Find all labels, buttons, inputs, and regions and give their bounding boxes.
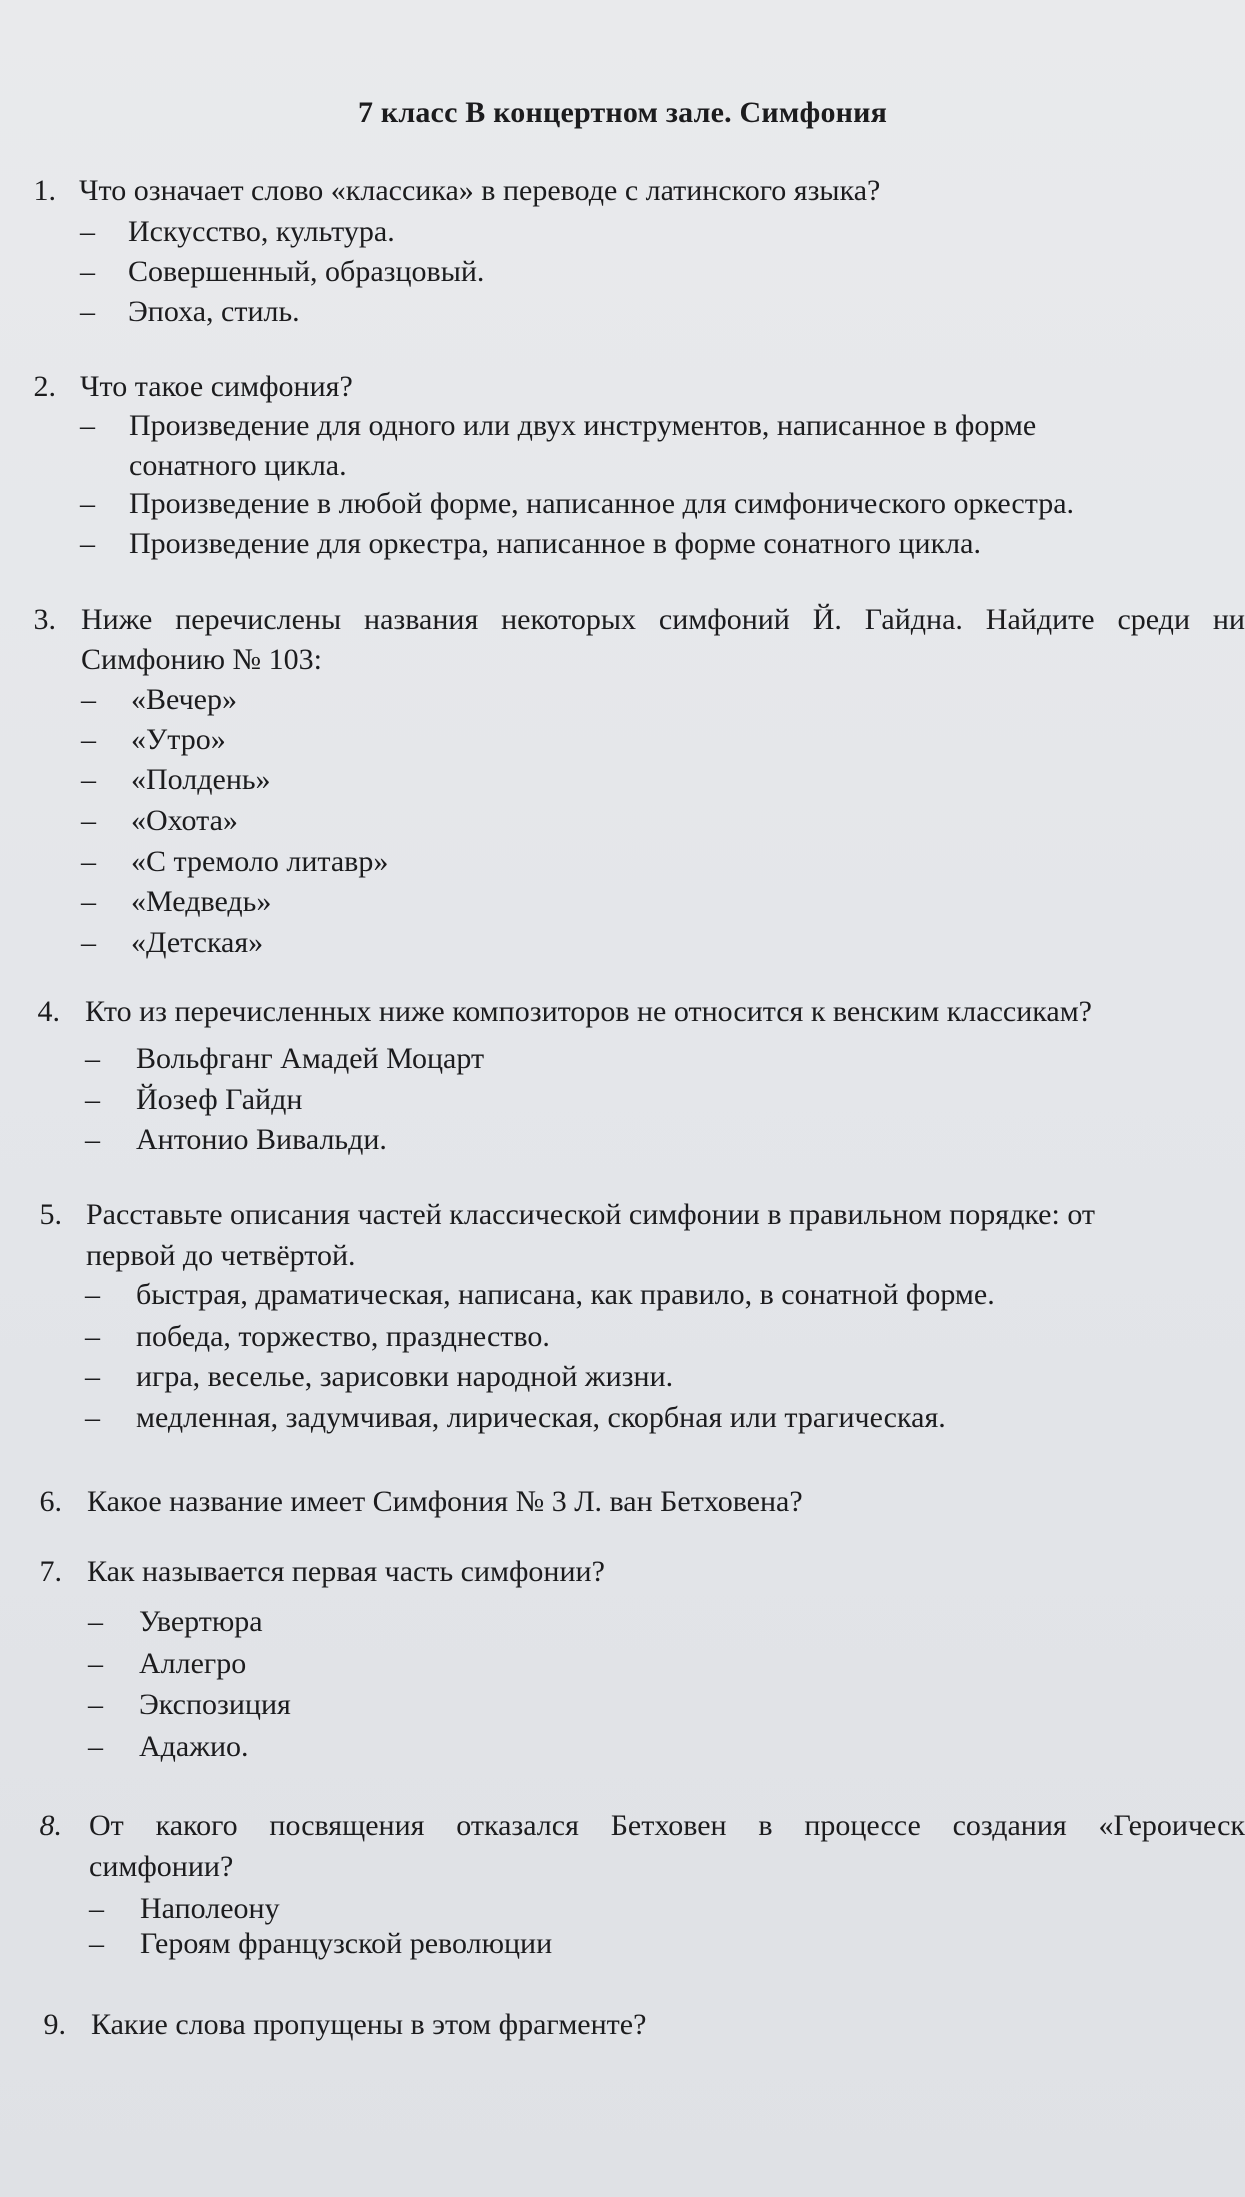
question-text: Что такое симфония?: [80, 370, 353, 403]
dash-bullet: –: [81, 926, 96, 959]
dash-bullet: –: [88, 1647, 103, 1680]
dash-bullet: –: [85, 1360, 100, 1393]
dash-bullet: –: [88, 1730, 103, 1763]
answer-option: «Медведь»: [131, 885, 272, 918]
answer-option: игра, веселье, зарисовки народной жизни.: [136, 1360, 674, 1393]
answer-option: медленная, задумчивая, лирическая, скорбная или трагическая.: [136, 1401, 946, 1434]
answer-option: Экспозиция: [139, 1688, 291, 1721]
answer-option: «Охота»: [131, 804, 238, 837]
page-title: 7 класс В концертном зале. Симфония: [357, 96, 888, 129]
dash-bullet: –: [81, 763, 96, 796]
dash-bullet: –: [80, 487, 95, 520]
question-text: Что означает слово «классика» в переводе с латинского языка?: [79, 174, 881, 207]
answer-option-continuation: сонатного цикла.: [129, 449, 347, 482]
answer-option: «Вечер»: [131, 683, 237, 716]
dash-bullet: –: [80, 255, 95, 288]
answer-option: Антонио Вивальди.: [136, 1123, 387, 1156]
answer-option: Аллегро: [139, 1647, 247, 1680]
answer-option: Увертюра: [139, 1605, 263, 1638]
question-text-continuation: Симфонию № 103:: [81, 643, 322, 676]
question-number: 6.: [39, 1485, 62, 1518]
question-text: Расставьте описания частей классической симфонии в правильном порядке: от: [86, 1198, 1096, 1231]
question-text: Кто из перечисленных ниже композиторов не относится к венским классикам?: [85, 995, 1092, 1028]
answer-option: «Детская»: [131, 926, 264, 959]
dash-bullet: –: [81, 804, 96, 837]
dash-bullet: –: [85, 1320, 100, 1353]
dash-bullet: –: [80, 215, 95, 248]
answer-option: Наполеону: [140, 1892, 280, 1925]
answer-option: Йозеф Гайдн: [136, 1083, 303, 1116]
question-text: От какого посвящения отказался Бетховен в процессе создания «Героическ: [89, 1809, 1245, 1842]
dash-bullet: –: [89, 1927, 104, 1960]
question-number: 2.: [33, 370, 56, 403]
answer-option: Адажио.: [139, 1730, 249, 1763]
dash-bullet: –: [81, 723, 96, 756]
dash-bullet: –: [80, 527, 95, 560]
answer-option: быстрая, драматическая, написана, как правило, в сонатной форме.: [136, 1278, 995, 1311]
dash-bullet: –: [85, 1123, 100, 1156]
question-number: 3.: [33, 603, 56, 636]
dash-bullet: –: [80, 409, 95, 442]
dash-bullet: –: [85, 1083, 100, 1116]
answer-option: Произведение для оркестра, написанное в форме сонатного цикла.: [129, 527, 981, 560]
dash-bullet: –: [89, 1892, 104, 1925]
answer-option: победа, торжество, празднество.: [136, 1320, 550, 1353]
answer-option: Эпоха, стиль.: [128, 295, 300, 328]
question-text-continuation: симфонии?: [89, 1850, 234, 1883]
question-number: 9.: [43, 2008, 66, 2041]
answer-option: «Утро»: [131, 723, 226, 756]
question-number: 1.: [33, 174, 56, 207]
question-number: 8.: [39, 1809, 62, 1842]
dash-bullet: –: [81, 845, 96, 878]
answer-option: «Полдень»: [131, 763, 271, 796]
question-number: 4.: [37, 995, 60, 1028]
question-text-continuation: первой до четвёртой.: [86, 1239, 356, 1272]
answer-option: Вольфганг Амадей Моцарт: [136, 1042, 485, 1075]
question-text: Ниже перечислены названия некоторых симфоний Й. Гайдна. Найдите среди ни: [81, 603, 1245, 636]
answer-option: Совершенный, образцовый.: [128, 255, 485, 288]
dash-bullet: –: [81, 885, 96, 918]
dash-bullet: –: [85, 1401, 100, 1434]
dash-bullet: –: [88, 1688, 103, 1721]
question-number: 7.: [39, 1555, 62, 1588]
question-text: Какие слова пропущены в этом фрагменте?: [91, 2008, 647, 2041]
answer-option: Произведение для одного или двух инструментов, написанное в форме: [129, 409, 1037, 442]
dash-bullet: –: [85, 1278, 100, 1311]
question-number: 5.: [39, 1198, 62, 1231]
dash-bullet: –: [85, 1042, 100, 1075]
answer-option: «С тремоло литавр»: [131, 845, 389, 878]
answer-option: Искусство, культура.: [128, 215, 395, 248]
question-text: Какое название имеет Симфония № 3 Л. ван Бетховена?: [87, 1485, 803, 1518]
question-text: Как называется первая часть симфонии?: [87, 1555, 605, 1588]
dash-bullet: –: [88, 1605, 103, 1638]
dash-bullet: –: [80, 295, 95, 328]
answer-option: Героям французской революции: [140, 1927, 553, 1960]
answer-option: Произведение в любой форме, написанное для симфонического оркестра.: [129, 487, 1075, 520]
dash-bullet: –: [81, 683, 96, 716]
